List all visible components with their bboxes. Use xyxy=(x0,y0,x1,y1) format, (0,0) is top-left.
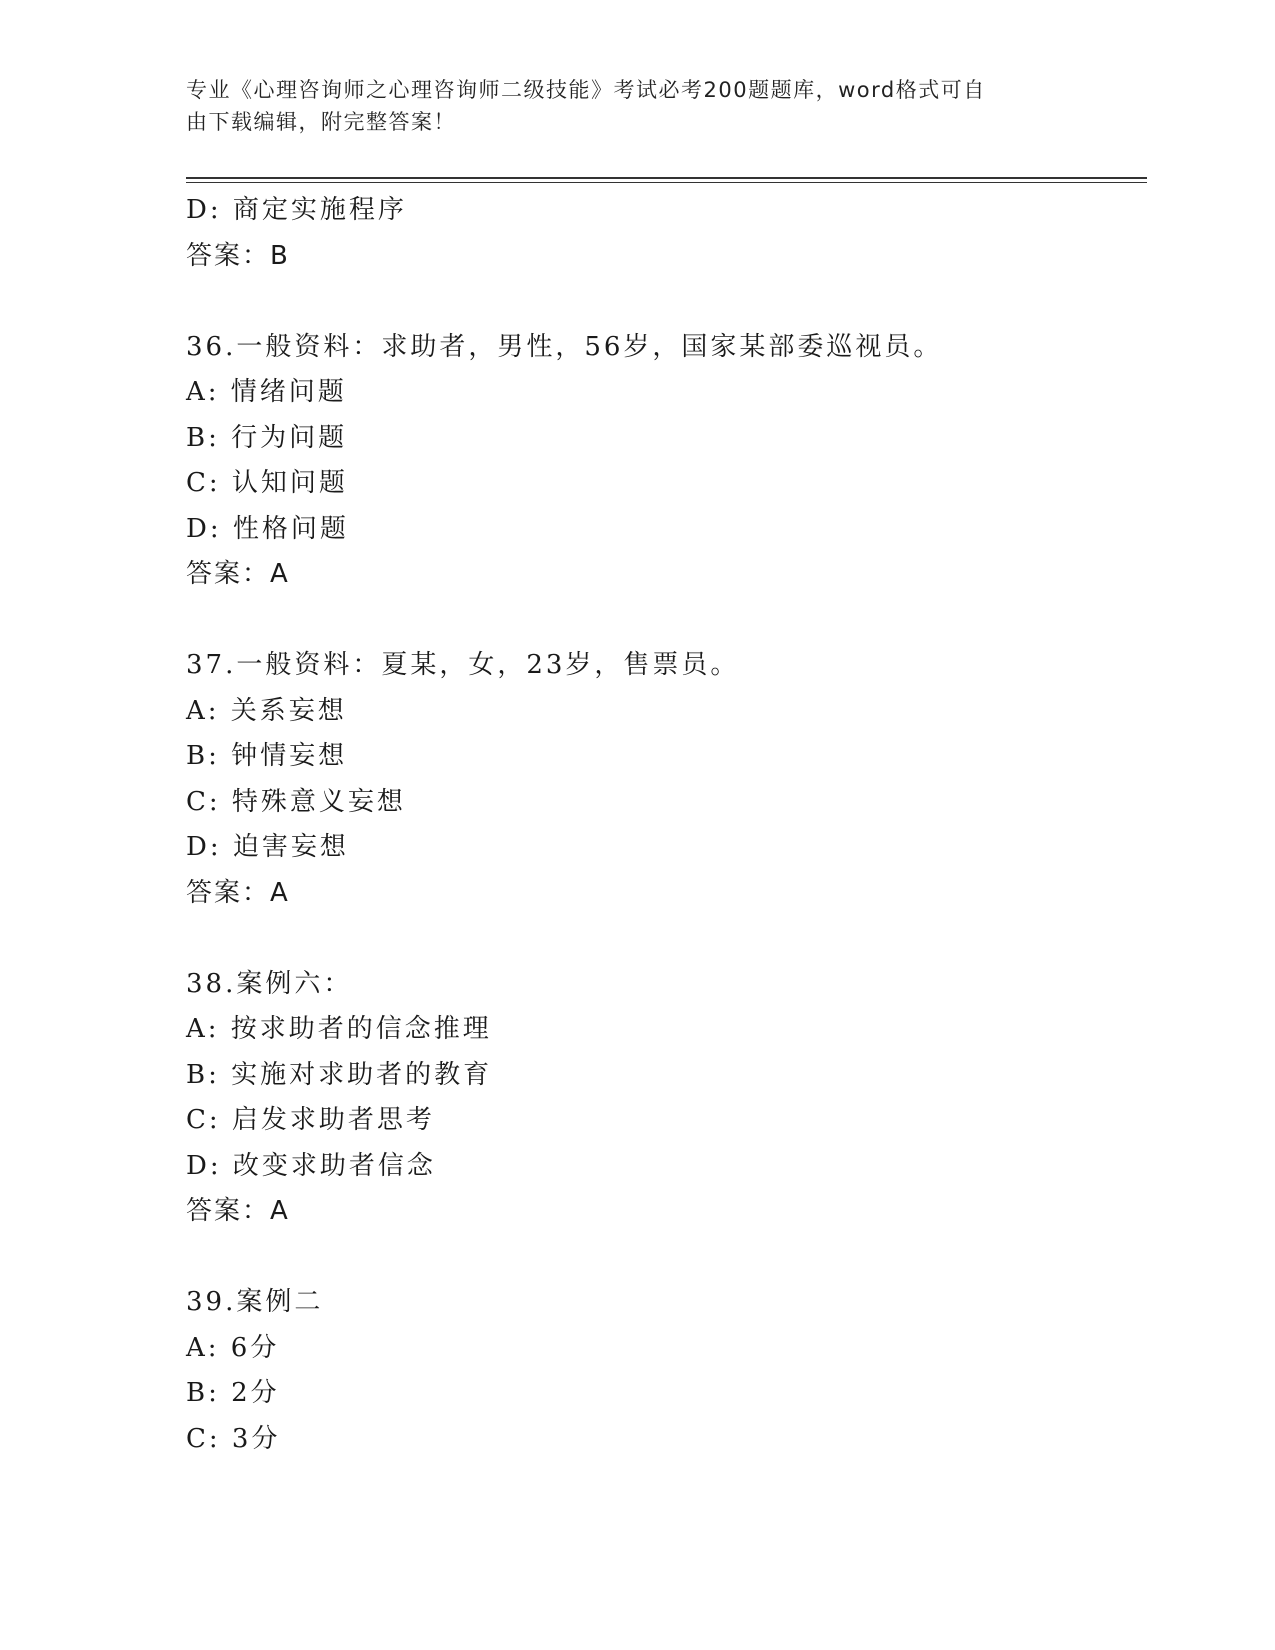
header-line-2: 由下载编辑，附完整答案！ xyxy=(186,110,456,134)
spacer xyxy=(186,598,1147,644)
option-b: B: 行为问题 xyxy=(186,422,348,453)
question-37 xyxy=(186,643,1147,916)
option-c: C: 特殊意义妄想 xyxy=(186,786,406,817)
answer-line: 答案：B xyxy=(186,240,290,271)
option-c: C: 认知问题 xyxy=(186,468,348,498)
answer-line: 答案：A xyxy=(186,877,290,908)
option-a: A: 情绪问题 xyxy=(186,377,347,407)
question-36 xyxy=(186,325,1147,598)
option-c: C: 启发求助者思考 xyxy=(186,1105,435,1135)
question-stem: 38.案例六： xyxy=(186,968,353,999)
document-header xyxy=(186,74,1066,138)
option-b: B: 2分 xyxy=(186,1378,280,1408)
header-divider-thin xyxy=(186,182,1147,183)
option-c: C: 3分 xyxy=(186,1423,281,1454)
option-d: D: 性格问题 xyxy=(186,513,349,544)
previous-question-tail xyxy=(186,188,1147,279)
spacer xyxy=(186,916,1147,962)
question-38 xyxy=(186,962,1147,1235)
spacer xyxy=(186,1235,1147,1281)
header-divider-thick xyxy=(186,177,1147,179)
option-d: D: 改变求助者信念 xyxy=(186,1150,436,1181)
spacer xyxy=(186,279,1147,325)
question-list xyxy=(186,188,1147,1462)
option-a: A: 关系妄想 xyxy=(186,695,347,726)
option-b: B: 实施对求助者的教育 xyxy=(186,1059,493,1090)
option-b: B: 钟情妄想 xyxy=(186,741,348,771)
option-a: A: 6分 xyxy=(186,1332,280,1363)
option-d: D: 迫害妄想 xyxy=(186,832,349,862)
answer-line: 答案：A xyxy=(186,559,290,589)
question-stem: 36.一般资料：求助者，男性，56岁，国家某部委巡视员。 xyxy=(186,331,943,362)
answer-line: 答案：A xyxy=(186,1196,290,1226)
option-a: A: 按求助者的信念推理 xyxy=(186,1014,492,1044)
option-d: D: 商定实施程序 xyxy=(186,195,407,225)
question-stem: 37.一般资料：夏某，女，23岁，售票员。 xyxy=(186,650,740,680)
header-line-1: 专业《心理咨询师之心理咨询师二级技能》考试必考200题题库，word格式可自 xyxy=(186,78,986,102)
question-stem: 39.案例二 xyxy=(186,1287,324,1317)
question-39 xyxy=(186,1280,1147,1462)
